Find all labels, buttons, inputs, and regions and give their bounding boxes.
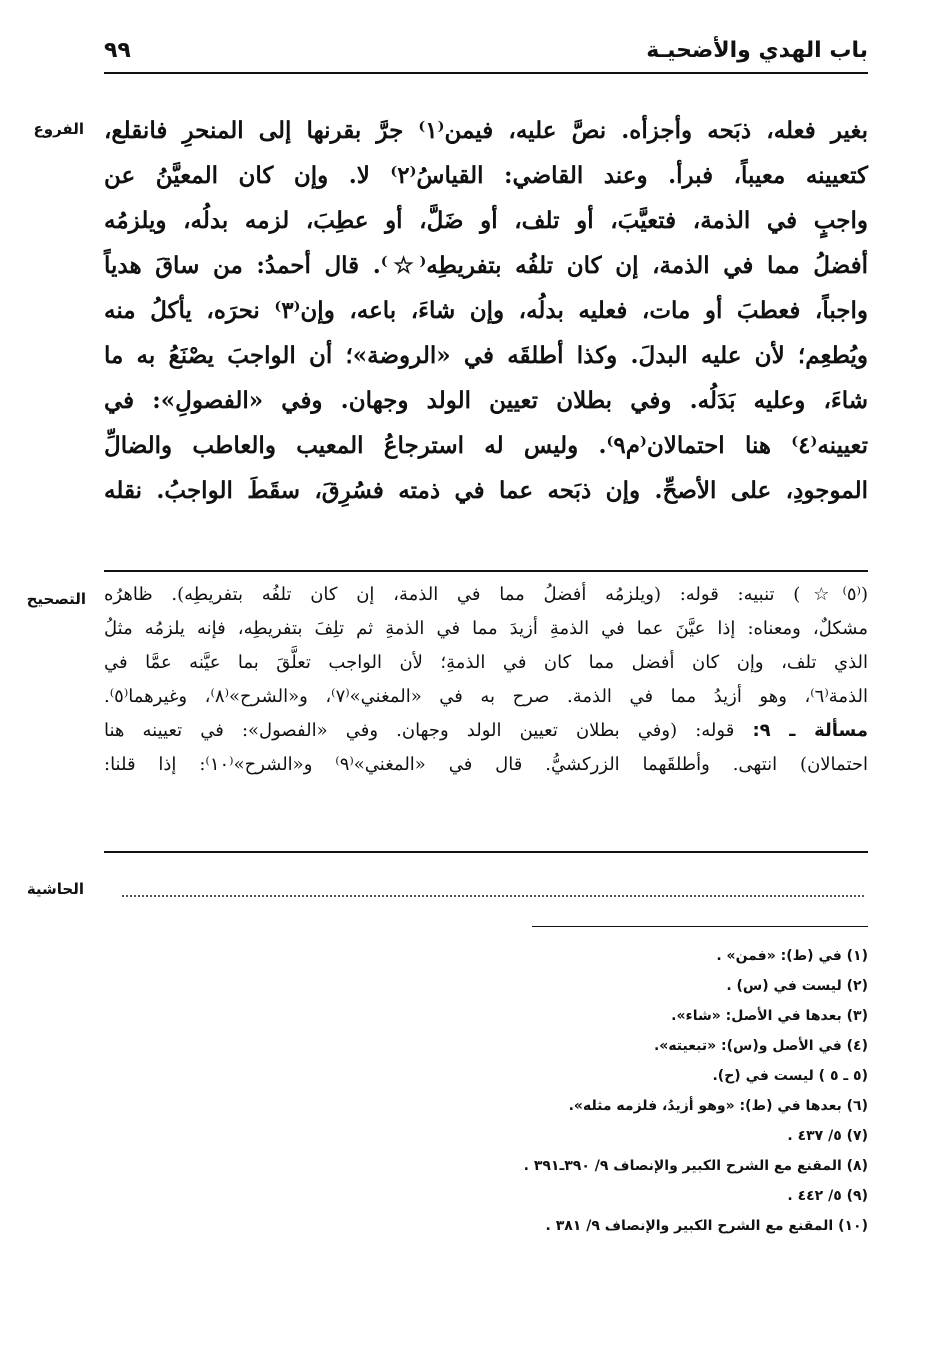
hashiya-dotted-line [122,895,864,897]
footnote-item: (٣) بعدها في الأصل: «شاء». [671,1008,868,1024]
section-label-furu: الفروع [33,120,84,138]
footnote-rule [532,926,868,927]
main-text-line: شاءَ، وعليه بَدَلُه. وفي بطلان تعيين الولد وجهان. وفي «الفصولِ»: في [104,387,868,414]
main-text-line: ويُطعِم؛ لأن عليه البدلَ. وكذا أطلقَه في «الروضة»؛ أن الواجبَ يصْنَعُ به ما [104,342,868,369]
page-number: ٩٩ [104,38,131,63]
main-text-line: تعيينه⁽٤⁾ هنا احتمالان⁽م٩⁾. وليس له استرجاعُ المعيب والعاطب والضالِّ [104,432,868,459]
footnote-item: (١٠) المقنع مع الشرح الكبير والإنصاف ٩/ ٣٨١ . [545,1218,868,1234]
tashih-line: مشكلٌ، ومعناه: إذا عيَّنَ عما في الذمةِ أزيدَ مما في الذمةِ ثم تلِفَ بتفريطِه، فإنه يلزمُه مثلُ [104,618,868,639]
tashih-line: الذي تلف، وإن كان أفضل مما كان في الذمةِ؛ لأن الواجب تعلَّقَ بما عيَّنه عمَّا في [104,652,868,673]
tashih-line: (⁽٥⁾☆) تنبيه: قوله: (ويلزمُه أفضلُ مما في الذمة، إن كان تلفُه بتفريطِه). ظاهرُه [104,584,868,605]
footnotes-list [448,941,868,1241]
masala-line: احتمالان) انتهى. وأطلقَهما الزركشيُّ. قال في «المغني»⁽٩⁾ و«الشرح»⁽١٠⁾: إذا قلنا: [104,754,869,775]
main-text-line: واجبٍ في الذمة، فتعيَّبَ، أو تلف، أو ضَلَّ، أو عطِبَ، لزمه بدلُه، ويلزمُه [104,207,868,234]
footnote-item: (١) في (ط): «فمن» . [716,948,868,964]
running-title: باب الهدي والأضحيـة [646,38,868,63]
section-divider [104,570,868,572]
footnote-item: (٦) بعدها في (ط): «وهو أزيدُ، فلزمه مثله». [568,1098,868,1114]
section-label-hashiya: الحاشية [26,880,84,898]
main-text-block [104,108,868,513]
section-label-tashih: التصحيح [26,590,86,608]
tashih-block [104,578,868,782]
footnote-item: (٤) في الأصل و(س): «تبعيته». [653,1038,868,1054]
main-text-line: بغير فعله، ذبَحه وأجزأه. نصَّ عليه، فيمن⁽١⁾ جرَّ بقرنها إلى المنحرِ فانقلع، [104,117,868,144]
tashih-line: الذمة⁽٦⁾، وهو أزيدُ مما في الذمة. صرح به في «المغني»⁽٧⁾، و«الشرح»⁽٨⁾، وغيرهما⁽٥⁾. [104,686,868,707]
page-header [104,36,868,74]
footnote-item: (٨) المقنع مع الشرح الكبير والإنصاف ٩/ ٣٩٠ـ٣٩١ . [523,1158,868,1174]
footnote-item: (٧) ٥/ ٤٣٧ . [787,1128,868,1144]
footnote-item: (٥ ـ ٥ ) ليست في (ح). [712,1068,868,1084]
section-divider [104,851,868,853]
main-text-line: كتعيينه معيباً، فبرأ. وعند القاضي: القياسُ⁽٢⁾ لا. وإن كان المعيَّنُ عن [104,162,868,189]
main-text-line: الموجودِ، على الأصحِّ. وإن ذبَحه عما في ذمته فسُرِقَ، سقَطَ الواجبُ. نقله [104,477,868,504]
footnote-item: (٢) ليست في (س) . [726,978,868,994]
main-text-line: واجباً، فعطبَ أو مات، فعليه بدلُه، وإن شاءَ، باعه، وإن⁽٣⁾ نحرَه، يأكلُ منه [104,297,869,324]
masala-text: قوله: (وفي بطلان تعيين الولد وجهان. وفي «الفصول»: في تعيينه هنا [104,720,735,741]
main-text-line: أفضلُ مما في الذمة، إن كان تلفُه بتفريطِه⁽☆⁾. قال أحمدُ: من ساقَ هدياً [104,252,868,279]
masala-line [104,714,868,748]
footnote-item: (٩) ٥/ ٤٤٢ . [787,1188,868,1204]
masala-label: مسألة ـ ٩: [752,720,868,741]
